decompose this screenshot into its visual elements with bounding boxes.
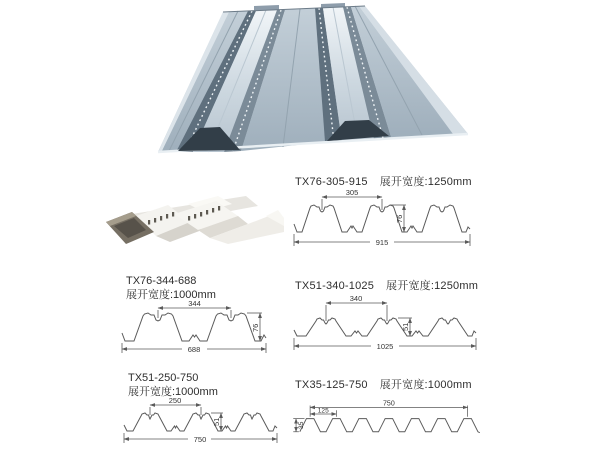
diagram-4-drawing: [122, 397, 282, 450]
dim-pitch: 250: [168, 397, 182, 405]
dim-coverage: 750: [383, 400, 395, 408]
diagram-3-drawing: [292, 294, 480, 359]
diagram-4-width: 展开宽度:1000mm: [128, 386, 218, 398]
diagram-4-title: [128, 371, 218, 399]
dim-pitch: 344: [188, 299, 201, 308]
dim-coverage: 688: [187, 345, 201, 354]
diagram-2-width: 展开宽度:1000mm: [126, 289, 216, 301]
product-photo-small: [98, 186, 284, 252]
diagram-3-title: [295, 277, 478, 293]
diagram-2-model: TX76-344-688: [126, 275, 197, 287]
diagram-5-width: 展开宽度:1000mm: [379, 379, 472, 391]
diagram-5-drawing: [292, 398, 482, 448]
diagram-1-title: [295, 173, 472, 189]
dim-height: 51: [212, 417, 221, 426]
profile-outline: [300, 419, 480, 433]
diagram-4-model: TX51-250-750: [128, 372, 199, 384]
profile-outline: [124, 413, 277, 431]
diagram-5-title: [295, 376, 472, 392]
dim-pitch: 340: [349, 294, 363, 303]
dim-pitch: 305: [345, 188, 359, 197]
diagram-2-title: [126, 274, 216, 302]
dim-coverage: 750: [193, 435, 207, 444]
dim-height: 51: [401, 322, 410, 331]
diagram-1-model: TX76-305-915: [295, 176, 368, 188]
profile-outline: [294, 318, 476, 336]
dim-height: 76: [395, 214, 404, 223]
profile-outline: [122, 313, 266, 341]
diagram-3-model: TX51-340-1025: [295, 280, 375, 292]
decking-photo-small-graphic: [98, 186, 284, 252]
diagram-1-width: 展开宽度:1250mm: [379, 176, 472, 188]
diagram-2-drawing: [120, 299, 272, 360]
diagram-1-drawing: [292, 188, 472, 257]
diagram-5-model: TX35-125-750: [295, 379, 368, 391]
decking-photo-large-graphic: [148, 2, 470, 160]
dim-height: 35: [298, 421, 306, 429]
product-photo-large: [148, 2, 470, 160]
dim-coverage: 1025: [376, 342, 394, 351]
dim-height: 76: [251, 323, 260, 332]
diagram-3-width: 展开宽度:1250mm: [386, 280, 479, 292]
dim-coverage: 915: [375, 238, 389, 247]
dim-pitch: 125: [317, 407, 329, 415]
